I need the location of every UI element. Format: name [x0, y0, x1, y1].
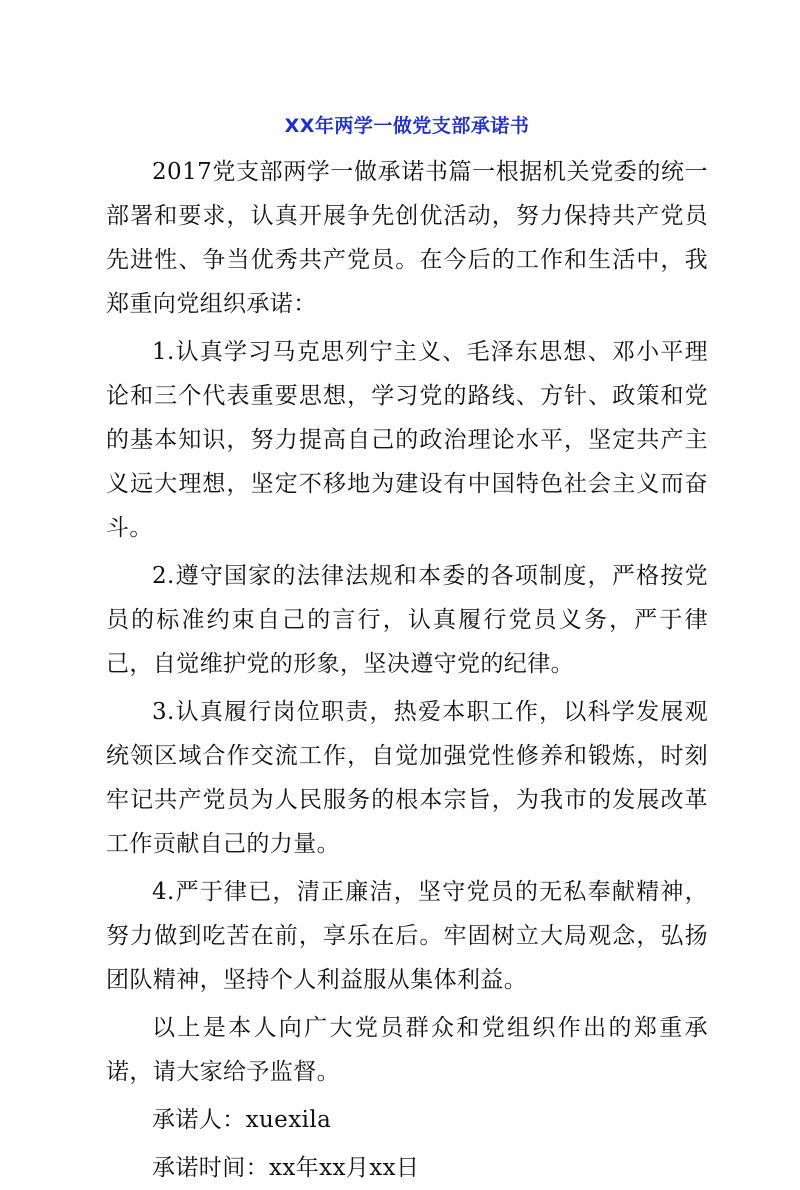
paragraph-commitment-1: 1.认真学习马克思列宁主义、毛泽东思想、邓小平理论和三个代表重要思想，学习党的路线、方针、政策和党的基本知识，努力提高自己的政治理论水平，坚定共产主义远大理想，坚定不移地为建设有中国特色社会主义而奋斗。 [106, 339, 708, 541]
signer-line: 承诺人：xuexila [152, 1107, 332, 1133]
paragraph-commitment-4: 4.严于律已，清正廉洁，坚守党员的无私奉献精神，努力做到吃苦在前，享乐在后。牢固树立大局观念，弘扬团队精神，坚持个人利益服从集体利益。 [106, 879, 708, 993]
paragraph-intro: 2017党支部两学一做承诺书篇一根据机关党委的统一部署和要求，认真开展争先创优活动，努力保持共产党员先进性、争当优秀共产党员。在今后的工作和生活中，我郑重向党组织承诺： [106, 159, 708, 317]
paragraph-closing: 以上是本人向广大党员群众和党组织作出的郑重承诺，请大家给予监督。 [106, 1015, 708, 1085]
document-title: XX年两学一做党支部承诺书 [284, 115, 530, 137]
paragraph-commitment-2: 2.遵守国家的法律法规和本委的各项制度，严格按党员的标准约束自己的言行，认真履行党员义务，严于律己，自觉维护党的形象，坚决遵守党的纪律。 [106, 563, 708, 677]
date-line: 承诺时间：xx年xx月xx日 [152, 1155, 420, 1181]
paragraph-commitment-3: 3.认真履行岗位职责，热爱本职工作，以科学发展观统领区域合作交流工作，自觉加强党性修养和锻炼，时刻牢记共产党员为人民服务的根本宗旨，为我市的发展改革工作贡献自己的力量。 [106, 699, 708, 857]
